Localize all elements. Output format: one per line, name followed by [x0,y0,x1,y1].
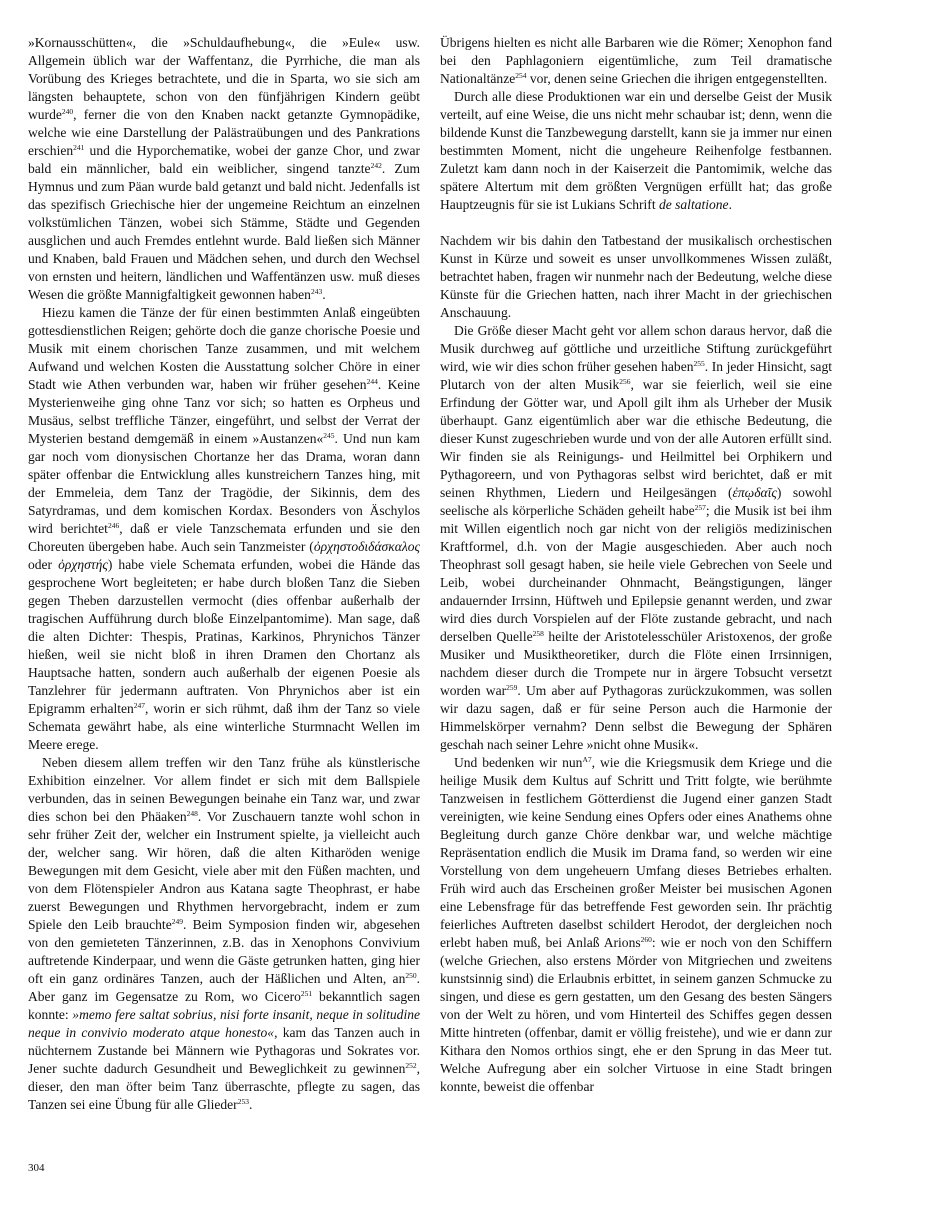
text-run: Neben diesem allem treffen wir den Tanz frühe als künstlerische Exhibition einzelner. Vor allem findet er sich mit dem Ballspiele verbunden, das in seinen Bewegungen beinahe ein Tanz war, und zwar dies schon bei den Phäaken [28,755,420,824]
text-run: . Um aber auf Pythagoras zurückzukommen, was sollen wir dazu sagen, daß er für seine Person auch die Harmonie der Himmelskörper vernahm? Denn selbst die Bewegung der Sphären geschah nach seiner Lehre »nicht ohne Musik«. [440,683,832,752]
text-run: , ferner die von den Knaben nackt getanzte Gymnopädike, welche wie eine Darstellung der Palästraübungen und des Pankrations erschien [28,107,420,158]
text-run: . [728,197,732,212]
left-column [28,34,420,1114]
footnote-marker: 245 [323,431,335,440]
paragraph [440,322,832,754]
footnote-marker: 250 [405,971,417,980]
text-run: , kam das Tanzen auch in nüchternem Zustande bei Männern wie Pythagoras und Sokrates vor. Jener suchte dadurch Gesundheit und Beweglichkeit zu gewinnen [28,1025,420,1076]
footnote-marker: 241 [73,143,85,152]
text-run: . Aber ganz im Gegensatze zu Rom, wo Cicero [28,971,420,1004]
paragraph [28,304,420,754]
text-run: , war sie feierlich, weil sie eine Erfindung der Götter war, und Apoll gilt ihm als Urheber der Musik überhaupt. Ganz eigentümlich aber war die ethische Bedeutung, die dieser Kunst zugeschrieben wurde und von der alle Autoren erfüllt sind. Wir finden sie als Reinigungs- und Heilmittel bei Orphikern und Pythagoreern, und von Pythagoras selbst wird berichtet, daß er mit seinen Rhythmen, Liedern und Heilgesängen ( [440,377,833,500]
text-run: heilte der Aristotelesschüler Aristoxenos, der große Musiker und Musiktheoretiker, durch die Flöte einen Irrsinnigen, nachdem dieser durch die Trompete nur in ärgere Tobsucht versetzt worden war [440,629,832,698]
text-run: , daß er viele Tanzschemata erfunden und sie den Choreuten übergeben habe. Auch sein Tanzmeister ( [28,521,420,554]
paragraph [440,88,832,214]
text-run: . Zum Hymnus und zum Päan wurde bald getanzt und bald nicht. Jedenfalls ist das spezifisch Griechische hier der ungemeine Reichtum an einzelnen volkstümlichen Tänzen, wobei sich Stämme, Städte und Gegenden ausglichen und auch Fremdes entlehnt wurde. Bald ließen sich Männer und Knaben, bald Frauen und Mädchen sehen, und durch den Wechsel von ernsten und heitern, ländlichen und Waffentänzen usw. muß dieses Wesen die größte Mannigfaltigkeit gewonnen haben [28,161,421,302]
footnote-marker: 256 [619,377,631,386]
footnote-marker: 246 [107,521,120,530]
text-run: . In jeder Hinsicht, sagt Plutarch von der alten Musik [440,359,832,392]
text-run: ) sowohl seelische als körperliche Schäden geheilt habe [440,485,832,518]
footnote-marker: 243 [310,287,323,296]
text-run: ; die Musik ist bei ihm mit Willen eigentlich noch gar nicht von der religiös medizinischen Kraftformel, d.h. von der Magie ausgeschieden. Aber auch noch Theophrast soll gesagt haben, sie heile viele Gebrechen von Seele und Leib, wobei durcheinander Ohnmacht, Beängstigungen, länger andauernder Irrsinn, Hüftweh und Epilepsie genannt werden, und zwar wird dies durch Vorspielen auf der Flöte zustande gebracht, und nach derselben Quelle [440,503,832,644]
italic-text: »memo fere saltat sobrius, nisi forte insanit, neque in solitudine neque in convivio moderato atque honesto« [28,1007,420,1040]
paragraph [440,34,832,88]
text-run: ) habe viele Schemata erfunden, wobei die Hände das gesprochene Wort begleiteten; er habe durch bloßen Tanz die Sieben gegen Theben darzustellen vermocht (dies offenbar außerhalb der tragischen Aufführung durch bloße Einzelpantomime). Man sage, daß die alten Dichter: Thespis, Pratinas, Karkinos, Phrynichos Tänzer hießen, weil sie nicht bloß in ihren Dramen den Chortanz als Hauptsache hatten, sondern auch außerhalb der eigenen Poesie als Tanzlehrer für jedermann auftraten. Von Phrynichos aber ist ein Epigramm erhalten [28,557,420,716]
text-run: . Beim Symposion finden wir, abgesehen von den gemieteten Tänzerinnen, z.B. das in Xenophons Convivium auftretende Kinderpaar, und wenn die Gäste getrunken hatten, ging hier oft ein ganz ordinäres Tanzen, auch der Häßlichen und Alten, an [28,917,420,986]
text-run: Nachdem wir bis dahin den Tatbestand der musikalisch orchestischen Kunst in Kürze und soweit es unser unvollkommenes Wissen zuläßt, betrachtet haben, fragen wir nunmehr nach der Bedeutung, welche diese Künste für die Griechen hatten, nach ihrer Macht in der griechischen Anschauung. [440,233,832,320]
text-run: : wie er noch von den Schiffern (welche Griechen, also erstens Mörder von Mitgriechen und zweitens kunstsinnig sind) die Erlaubnis erbittet, in seinem ganzen Schmucke zu singen, und diese es gern gestatten, um den Gesang des besten Sängers von der Welt zu hören, und vom Hinterteil des Schiffes gegen dessen Mitte hintreten (offenbar, damit er völlig freistehe), und wie er dann zur Kithara den Nomos orthios singt, ehe er den Sprung in das Meer tut. Welche Aufregung aber ein solcher Virtuose in eine Stadt bringen konnte, beweist die offenbar [440,935,832,1094]
footnote-marker: 251 [300,989,313,998]
paragraph [440,232,832,322]
text-run: vor, denen seine Griechen die ihrigen entgegenstellten. [526,71,828,86]
text-run: . Keine Mysterienweihe ging ohne Tanz vor sich; so hatten es Orpheus und Musäus, selbst treffliche Tänzer, eingeführt, und selbst der Verrat der Mysterien bestand demgemäß in einem »Austanzen« [28,377,420,446]
footnote-marker: 244 [366,377,378,386]
paragraph [28,754,420,1114]
footnote-marker: 260 [640,935,652,944]
text-run: . [248,1097,253,1112]
footnote-marker: 240 [61,107,74,116]
text-run: oder [28,557,59,572]
footnote-marker: 253 [237,1097,249,1106]
footnote-marker: 258 [532,629,544,638]
text-run: Und bedenken wir nun [454,755,583,770]
page-number: 304 [28,1162,45,1174]
footnote-marker: 248 [186,809,198,818]
paragraph [28,34,420,304]
footnote-marker: 257 [694,503,706,512]
footnote-marker: 254 [515,71,527,80]
text-run: und die Hyporchematike, wobei der ganze Chor, und zwar bald ein männlicher, bald ein weiblicher, singend tanzte [28,143,420,176]
footnote-marker: 255 [693,359,705,368]
text-run: »Kornausschütten«, die »Schuldaufhebung«, die »Eule« usw. Allgemein üblich war der Waffentanz, die Pyrrhiche, die man als Vorübung des Krieges betrachtete, und die in Sparta, wo sie sich am längsten behauptete, schon von den fünfjährigen Kindern geübt wurde [28,35,420,122]
text-run: Übrigens hielten es nicht alle Barbaren wie die Römer; Xenophon fand bei den Paphlagoniern eigentümliche, zum Teil dramatische Nationaltänze [440,35,832,86]
text-run: , wie die Kriegsmusik dem Kriege und die heilige Musik dem Kultus auf Schritt und Tritt folgte, wie berühmte Tanzweisen in festlichem Götterdienst die Jugend einer ganzen Stadt vereinigten, wie keine Sendung eines Opfers oder eines Anathems ohne Begleitung durch ganze Chöre denkbar war, und welche mächtige Repräsentation endlich die Musik im Drama fand, so werden wir eine Vorstellung von dem ungeheuern Umfang dieses Betriebes erhalten. Früh wird auch das Erscheinen großer Meister bei musischen Agonen eine Lebensfrage für das betreffende Fest geworden sein. Ihr prächtig feierliches Auftreten daselbst schildert Herodot, der dergleichen noch erlebt haben muß, bei Anlaß Arions [440,755,832,950]
italic-text: ὀρχηστής [58,557,108,572]
italic-text: de saltatione [658,197,729,212]
text-run: Durch alle diese Produktionen war ein und derselbe Geist der Musik verteilt, auf eine Weise, die uns nicht mehr schaubar ist; denn, wenn die bildende Kunst die Tanzbewegung darstellt, kann sie ja immer nur einen bestimmten Moment, nicht die ungeheure Reihenfolge festbannen. Zuletzt kam dann noch in der Kaiserzeit die Pantomimik, welche das spätere Altertum mit dem größten Vergnügen erfüllt hat; das große Hauptzeugnis für sie ist Lukians Schrift [440,89,832,212]
text-run: , worin er sich rühmt, daß ihm der Tanz so viele Schemata gewährt habe, als eine winterliche Sturmnacht Wellen im Meere erege. [28,701,420,752]
footnote-marker: 259 [506,683,518,692]
right-column [440,34,832,1096]
text-run: , dieser, den man öfter beim Tanz überraschte, pflegte zu sagen, das Tanzen sei eine Übung für alle Glieder [28,1061,420,1112]
text-run: Die Größe dieser Macht geht vor allem schon daraus hervor, daß die Musik durchweg auf göttliche und urzeitliche Stiftung zurückgeführt wird, wie wir dies schon früher gesehen haben [440,323,832,374]
italic-text: ὀρχηστοδιδάσκαλος [313,539,420,554]
footnote-marker: 249 [171,917,183,926]
italic-text: ἐπῳδαῖς [732,485,777,500]
text-run: Hiezu kamen die Tänze der für einen bestimmten Anlaß eingeübten gottesdienstlichen Reigen; gehörte doch die ganze chorische Poesie und Musik mit einem chorischen Tanze zusammen, und mit welchem Aufwand und welchen Kosten die Ausstattung solcher Chöre in einer Stadt wie Athen verbunden war, haben wir früher gesehen [28,305,420,392]
text-run: . Vor Zuschauern tanzte wohl schon in sehr früher Zeit der, welcher ein Instrument spielte, ja vielleicht auch der, welcher sang. Wir hören, daß die alten Kitharöden wenige Bewegungen mit dem Gesicht, viele aber mit den Füßen machten, und von dem Flötenspieler Andron aus Katana sagte Theophrast, er habe zuerst Bewegungen und Rhythmen hervorgebracht, indem er zum Spiele den Leib brauchte [28,809,420,932]
footnote-marker: A7 [582,755,592,764]
footnote-marker: 252 [405,1061,417,1070]
text-run: . [322,287,326,302]
text-run: bekanntlich sagen konnte: [28,989,420,1022]
footnote-marker: 242 [370,161,382,170]
paragraph [440,754,832,1096]
footnote-marker: 247 [133,701,146,710]
text-run: . Und nun kam gar noch vom dionysischen Chortanze her das Drama, woran dann später offenbar die Entwicklung alles kunstreichern Tanzes hing, mit der Emmeleia, dem Tanz der Tragödie, der Sikinnis, dem des Satyrdramas, und dem komischen Kordax. Besonders von Äschylos wird berichtet [28,431,420,536]
